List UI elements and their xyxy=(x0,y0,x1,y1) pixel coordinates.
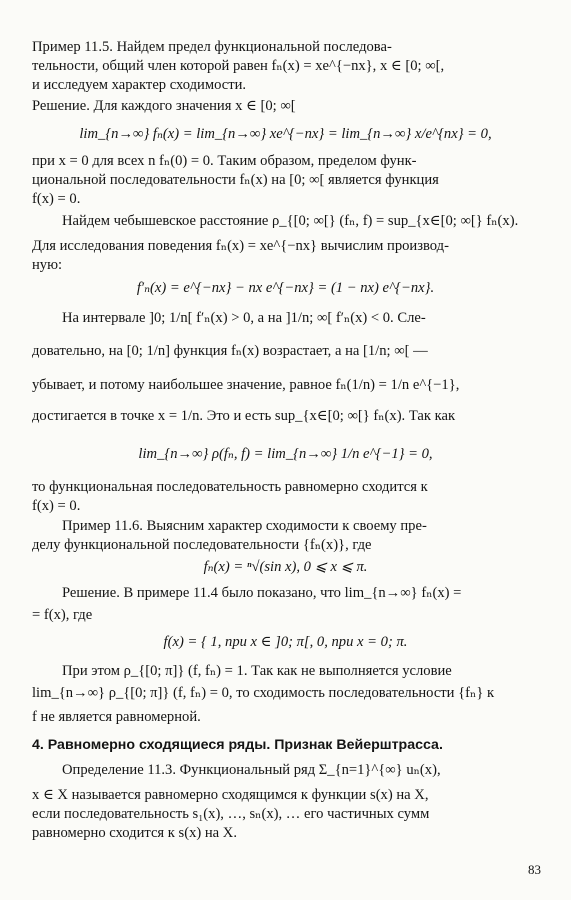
text-line: На интервале ]0; 1/n[ f′ₙ(x) > 0, а на ]1/n; ∞[ f′ₙ(x) < 0. Сле- xyxy=(62,310,426,326)
text-line: убывает, и потому наибольшее значение, равное fₙ(1/n) = 1/n e^{−1}, xyxy=(32,377,460,393)
text-line: достигается в точке x = 1/n. Это и есть sup_{x∈[0; ∞[} fₙ(x). Так как xyxy=(32,408,456,424)
section-heading: 4. Равномерно сходящиеся ряды. Признак Вейерштрасса. xyxy=(32,737,443,753)
text-line: при x = 0 для всех n fₙ(0) = 0. Таким образом, пределом функ- xyxy=(32,153,417,169)
formula: lim_{n→∞} fₙ(x) = lim_{n→∞} xe^{−nx} = lim_{n→∞} x/e^{nx} = 0, xyxy=(79,126,492,142)
text-line: если последовательность s₁(x), …, sₙ(x), … его частичных сумм xyxy=(32,806,430,822)
formula: lim_{n→∞} ρ(fₙ, f) = lim_{n→∞} 1/n e^{−1} = 0, xyxy=(138,446,433,462)
text-line: и исследуем характер сходимости. xyxy=(32,77,247,93)
text-line: Решение. Для каждого значения x ∈ [0; ∞[ xyxy=(32,98,296,114)
text-line: циональной последовательности fₙ(x) на [0; ∞[ является функция xyxy=(32,172,439,188)
text-line: f(x) = 0. xyxy=(32,191,81,207)
text-line: делу функциональной последовательности {fₙ(x)}, где xyxy=(32,537,372,553)
text-line: При этом ρ_{[0; π]} (f, fₙ) = 1. Так как не выполняется условие xyxy=(62,663,452,679)
text-line: довательно, на [0; 1/n] функция fₙ(x) возрастает, а на [1/n; ∞[ — xyxy=(32,343,428,359)
text-line: f(x) = 0. xyxy=(32,498,81,514)
text-line: Определение 11.3. Функциональный ряд Σ_{n=1}^{∞} uₙ(x), xyxy=(62,762,441,778)
formula: fₙ(x) = ⁿ√(sin x), 0 ⩽ x ⩽ π. xyxy=(203,559,368,575)
formula: f′ₙ(x) = e^{−nx} − nx e^{−nx} = (1 − nx) e^{−nx}. xyxy=(136,280,435,296)
text-line: тельности, общий член которой равен fₙ(x) = xe^{−nx}, x ∈ [0; ∞[, xyxy=(32,58,445,74)
formula: f(x) = { 1, при x ∈ ]0; π[, 0, при x = 0; π. xyxy=(163,634,408,650)
text-line: Найдем чебышевское расстояние ρ_{[0; ∞[} (fₙ, f) = sup_{x∈[0; ∞[} fₙ(x). xyxy=(62,213,519,229)
text-line: то функциональная последовательность равномерно сходится к xyxy=(32,479,428,495)
text-line: = f(x), где xyxy=(32,607,93,623)
text-line: Для исследования поведения fₙ(x) = xe^{−nx} вычислим производ- xyxy=(32,238,449,254)
text-line: Пример 11.6. Выясним характер сходимости к своему пре- xyxy=(62,518,427,534)
page-number: 83 xyxy=(528,862,541,877)
text-line: x ∈ X называется равномерно сходящимся к функции s(x) на X, xyxy=(32,787,429,803)
text-line: ную: xyxy=(32,257,63,273)
text-line: равномерно сходится к s(x) на X. xyxy=(32,825,237,841)
text-line: Пример 11.5. Найдем предел функциональной последова- xyxy=(32,39,392,55)
text-line: f не является равномерной. xyxy=(32,709,201,725)
text-line: lim_{n→∞} ρ_{[0; π]} (f, fₙ) = 0, то сходимость последовательности {fₙ} к xyxy=(32,685,495,701)
text-line: Решение. В примере 11.4 было показано, что lim_{n→∞} fₙ(x) = xyxy=(62,585,462,601)
